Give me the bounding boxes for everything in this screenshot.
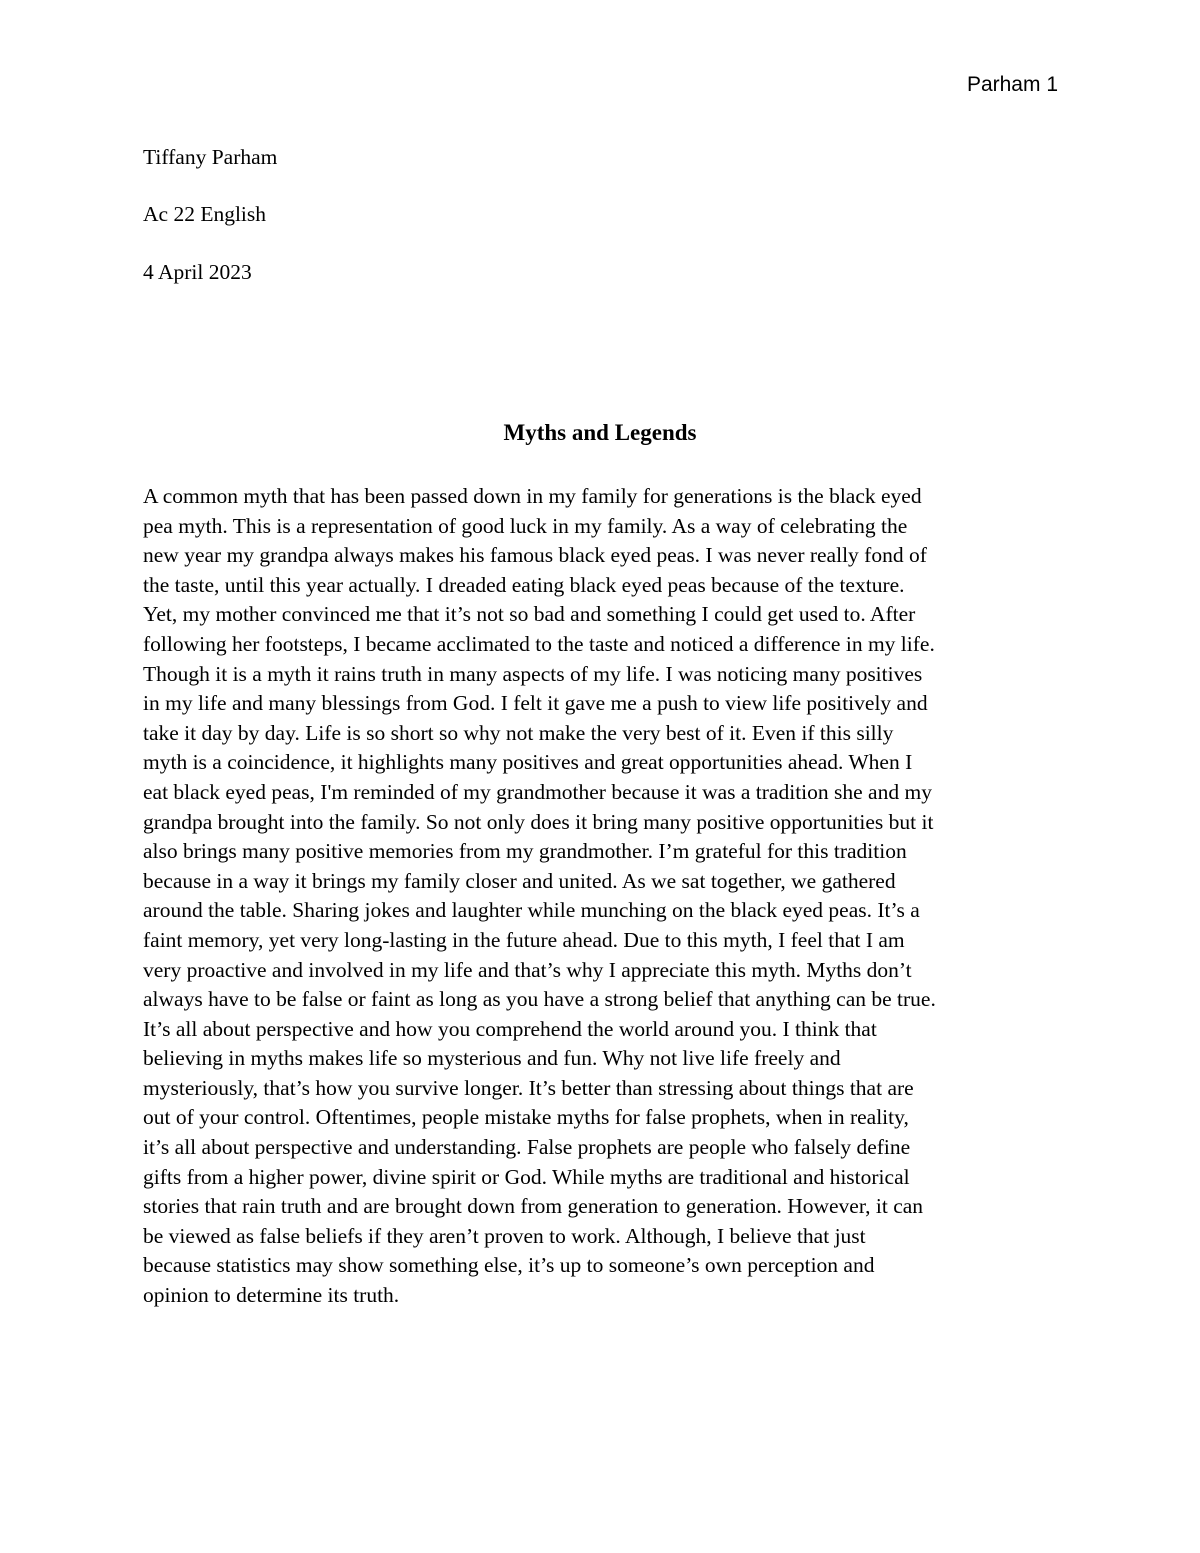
body-line: very proactive and involved in my life and that’s why I appreciate this myth. Myths don’t — [143, 957, 912, 982]
body-line: faint memory, yet very long-lasting in the future ahead. Due to this myth, I feel that I am — [143, 927, 905, 952]
body-line: because in a way it brings my family closer and united. As we sat together, we gathered — [143, 868, 896, 893]
body-line: opinion to determine its truth. — [143, 1283, 400, 1308]
body-line: mysteriously, that’s how you survive longer. It’s better than stressing about things that are — [143, 1075, 914, 1100]
body-line: myth is a coincidence, it highlights many positives and great opportunities ahead. When I — [143, 750, 913, 775]
course-name: Ac 22 English — [143, 202, 267, 226]
body-line: in my life and many blessings from God. I felt it gave me a push to view life positively and — [143, 691, 928, 716]
body-line: the taste, until this year actually. I dreaded eating black eyed peas because of the texture. — [143, 572, 905, 597]
body-line: it’s all about perspective and understanding. False prophets are people who falsely define — [143, 1135, 911, 1160]
body-line: around the table. Sharing jokes and laughter while munching on the black eyed peas. It’s a — [143, 898, 920, 923]
body-line: believing in myths makes life so mysterious and fun. Why not live life freely and — [143, 1046, 841, 1071]
body-line: gifts from a higher power, divine spirit or God. While myths are traditional and historical — [143, 1164, 910, 1189]
body-line: grandpa brought into the family. So not only does it bring many positive opportunities but it — [143, 809, 934, 834]
essay-title: Myths and Legends — [503, 420, 697, 445]
body-line: It’s all about perspective and how you comprehend the world around you. I think that — [143, 1016, 877, 1041]
body-line: eat black eyed peas, I'm reminded of my grandmother because it was a tradition she and my — [143, 779, 932, 804]
body-line: be viewed as false beliefs if they aren’t proven to work. Although, I believe that just — [143, 1223, 866, 1248]
body-line: always have to be false or faint as long as you have a strong belief that anything can be true. — [143, 987, 936, 1012]
student-name: Tiffany Parham — [143, 145, 278, 169]
body-line: following her footsteps, I became acclimated to the taste and noticed a difference in my life. — [143, 631, 935, 656]
body-line: because statistics may show something else, it’s up to someone’s own perception and — [143, 1253, 875, 1278]
body-line: new year my grandpa always makes his famous black eyed peas. I was never really fond of — [143, 543, 927, 568]
body-line: Yet, my mother convinced me that it’s not so bad and something I could get used to. After — [143, 602, 916, 627]
body-line: out of your control. Oftentimes, people mistake myths for false prophets, when in reality, — [143, 1105, 909, 1130]
essay-body — [143, 482, 1083, 1311]
body-line: stories that rain truth and are brought down from generation to generation. However, it can — [143, 1194, 924, 1219]
body-line: also brings many positive memories from my grandmother. I’m grateful for this tradition — [143, 839, 907, 864]
page-header-number: Parham 1 — [966, 73, 1058, 96]
body-line: A common myth that has been passed down in my family for generations is the black eyed — [143, 484, 922, 508]
body-line: Though it is a myth it rains truth in many aspects of my life. I was noticing many positives — [143, 661, 923, 686]
essay-date: 4 April 2023 — [143, 260, 252, 284]
body-line: pea myth. This is a representation of good luck in my family. As a way of celebrating the — [143, 513, 908, 538]
body-line: take it day by day. Life is so short so why not make the very best of it. Even if this silly — [143, 720, 894, 745]
